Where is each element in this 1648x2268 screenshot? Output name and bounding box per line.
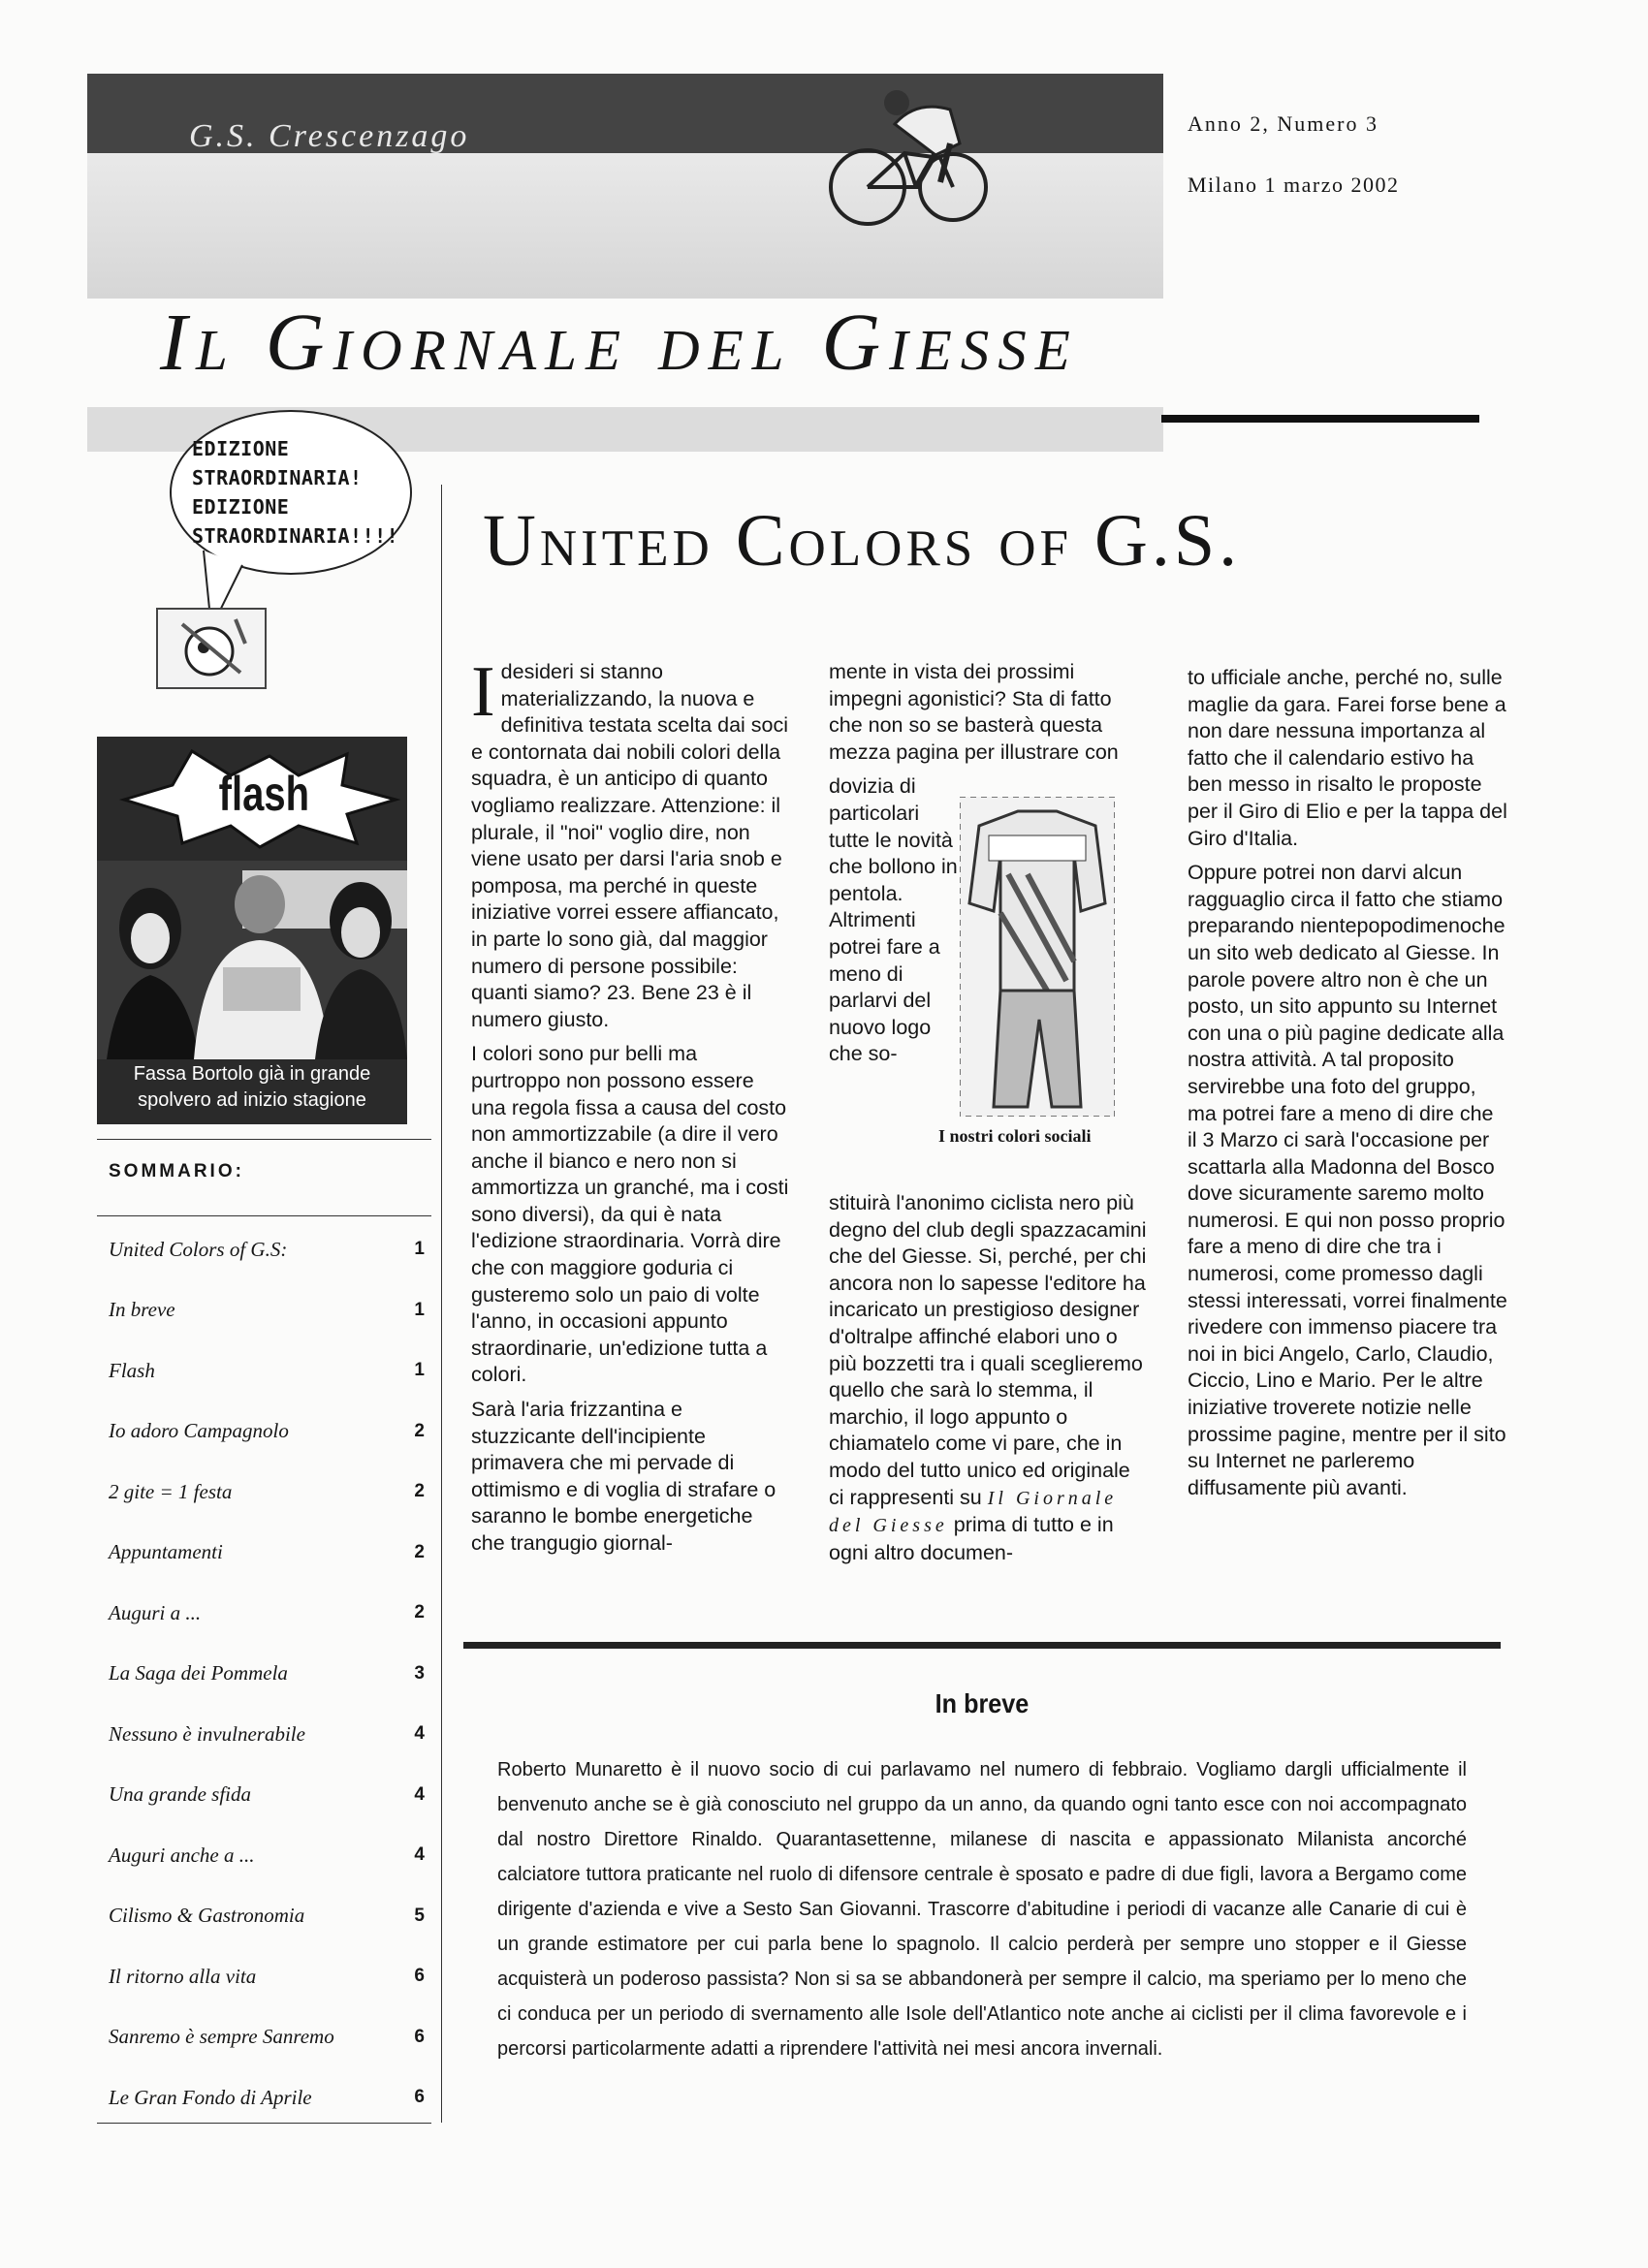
summary-item bbox=[109, 1825, 430, 1886]
cyclist-icon bbox=[819, 66, 994, 231]
summary-item bbox=[109, 1583, 430, 1644]
summary-item-title: La Saga dei Pommela bbox=[109, 1661, 288, 1685]
article-paragraph: Sarà l'aria frizzantina e stuzzicante dell'incipiente primavera che mi pervade di ottimismo e di voglia di strafare o saranno le bombe energetiche che trangugio giornal- bbox=[471, 1398, 776, 1555]
summary-item bbox=[109, 1886, 430, 1947]
summary-item-page: 3 bbox=[414, 1662, 425, 1684]
article-paragraph-narrow: dovizia di particolari tutte le novità che bollono in pentola. Altrimenti potrei fare a meno di parlarvi del nuovo logo che so- bbox=[829, 774, 958, 1066]
summary-rule bbox=[97, 1139, 431, 1140]
article-paragraph: Oppure potrei non darvi alcun ragguaglio circa il fatto che stiamo preparando nientepopodimenoche un sito web dedicato al Giesse. In parole povere altro non è che un posto, un sito appunto su Internet con una o più pagine dedicate alla nostra attività. A tal proposito servirebbe una foto del gruppo, ma potrei fare a meno di dire che il 3 Marzo ci sarà l'occasione per scattarla alla Madonna del Bosco dove sicuramente saremo molto numerosi. E qui non posso proprio fare a meno di dire che tra i numerosi, come promesso dagli stessi interessati, vorrei finalmente rivedere con immenso piacere tra noi in bici Angelo, Carlo, Claudio, Ciccio, Lino e Mario. Per le altre iniziative troverete notizie nelle prossime pagine, mentre per il sito su Internet ne parleremo diffusamente più avanti. bbox=[1188, 861, 1507, 1499]
summary-item-page: 4 bbox=[414, 1723, 425, 1745]
drop-cap: I bbox=[471, 652, 495, 732]
article-column-3 bbox=[1188, 665, 1507, 1509]
bubble-line: EDIZIONE bbox=[192, 437, 290, 460]
summary-item-title: Auguri anche a ... bbox=[109, 1843, 255, 1867]
article-paragraph: to ufficiale anche, perché no, sulle maglie da gara. Farei forse bene a non dare nessuna importanza al fatto che il calendario estivo ha ben messo in risalto le proposte per il Giro di Elio e per la tappa del Giro d'Italia. bbox=[1188, 666, 1507, 850]
summary-item-page: 1 bbox=[414, 1299, 425, 1320]
summary-item-title: 2 gite = 1 festa bbox=[109, 1479, 233, 1503]
summary-item-title: Le Gran Fondo di Aprile bbox=[109, 2085, 312, 2109]
summary-list bbox=[109, 1219, 430, 2128]
summary-item-page: 5 bbox=[414, 1905, 425, 1926]
article-paragraph bbox=[471, 652, 791, 1033]
summary-item bbox=[109, 1462, 430, 1523]
summary-title: SOMMARIO: bbox=[109, 1161, 244, 1181]
summary-item-title: In breve bbox=[109, 1298, 175, 1322]
summary-item-page: 2 bbox=[414, 1420, 425, 1441]
summary-item bbox=[109, 1219, 430, 1280]
summary-item-page: 6 bbox=[414, 2087, 425, 2108]
article-column-2-continued bbox=[829, 1190, 1149, 1574]
summary-item-title: Una grande sfida bbox=[109, 1782, 251, 1807]
summary-item bbox=[109, 2067, 430, 2128]
paragraph-text: desideri si stanno materializzando, la nuova e definitiva testata scelta dai soci e contornata dai nobili colori della squadra, è un anticipo di quanto vogliamo realizzare. Attenzione: il plurale, il "noi" voglio dire, non viene usato per darsi l'aria snob e pomposa, ma perché in queste iniziative vorrei essere affiancato, in parte lo sono già, dal maggior numero di persone possibile: quanti siamo? 23. Bene 23 è il numero giusto. bbox=[471, 660, 789, 1031]
summary-item-title: Cilismo & Gastronomia bbox=[109, 1904, 305, 1928]
summary-rule bbox=[97, 1215, 431, 1216]
flash-photo bbox=[97, 861, 407, 1059]
summary-item-title: Il ritorno alla vita bbox=[109, 1964, 257, 1988]
summary-item bbox=[109, 2007, 430, 2068]
bubble-line: EDIZIONE bbox=[192, 495, 290, 519]
club-name: G.S. Crescenzago bbox=[189, 118, 470, 154]
jersey-photo bbox=[960, 797, 1115, 1117]
summary-item bbox=[109, 1280, 430, 1341]
summary-item-page: 2 bbox=[414, 1602, 425, 1623]
summary-item-page: 1 bbox=[414, 1239, 425, 1260]
summary-item-page: 4 bbox=[414, 1844, 425, 1866]
flash-caption: Fassa Bortolo già in grande spolvero ad inizio stagione bbox=[133, 1063, 371, 1111]
bubble-line: STRAORDINARIA! bbox=[192, 466, 363, 489]
title-rule bbox=[1161, 415, 1479, 423]
summary-item bbox=[109, 1704, 430, 1765]
summary-item-title: Flash bbox=[109, 1358, 155, 1382]
summary-item-page: 6 bbox=[414, 2026, 425, 2047]
mascot-icon bbox=[153, 605, 269, 692]
bubble-line: STRAORDINARIA!!!! bbox=[192, 524, 399, 548]
summary-item-title: Nessuno è invulnerabile bbox=[109, 1721, 305, 1746]
summary-item-page: 2 bbox=[414, 1481, 425, 1502]
summary-item bbox=[109, 1402, 430, 1463]
article-column-1 bbox=[471, 652, 791, 1565]
newspaper-title: Il Giornale del Giesse bbox=[160, 298, 1079, 388]
summary-item-page: 1 bbox=[414, 1360, 425, 1381]
paragraph-text: prima di tutto e in ogni altro documen- bbox=[829, 1513, 1114, 1564]
newspaper-title-reference: Il Giornale del Giesse bbox=[829, 1487, 1118, 1537]
summary-item-title: United Colors of G.S: bbox=[109, 1237, 288, 1261]
sidebar-divider bbox=[441, 485, 442, 2123]
summary-rule bbox=[97, 2123, 431, 2124]
summary-item-page: 6 bbox=[414, 1966, 425, 1987]
bubble-text bbox=[192, 434, 398, 551]
summary-item-title: Io adoro Campagnolo bbox=[109, 1419, 289, 1443]
summary-item bbox=[109, 1644, 430, 1705]
masthead-background bbox=[87, 153, 1163, 299]
summary-item bbox=[109, 1523, 430, 1584]
photo-caption: I nostri colori sociali bbox=[938, 1126, 1092, 1146]
summary-item-page: 2 bbox=[414, 1541, 425, 1562]
summary-item-page: 4 bbox=[414, 1783, 425, 1805]
section-title: In breve bbox=[935, 1688, 1030, 1718]
summary-item-title: Appuntamenti bbox=[109, 1540, 223, 1564]
section-text: Roberto Munaretto è il nuovo socio di cui parlavamo nel numero di febbraio. Vogliamo dargli ufficialmente il benvenuto anche se è già conosciuto nel gruppo da un anno, da quando ogni tanto esce con noi accompagnato dal nostro Direttore Rinaldo. Quarantasettenne, milanese di nascita e appassionato Milanista ancorché calciatore tuttora praticante nel ruolo di difensore centrale è sposato e padre di due figli, lavora a Bergamo come dirigente d'azienda e vive a Sesto San Giovanni. Trascorre d'abitudine i periodi di vacanze alle Canarie di cui è un grande estimatore per cui parla bene lo spagnolo. Il calcio perderà per sempre uno stopper e il Giesse acquisterà un poderoso passista? Non si sa se abbandonerà per sempre il calcio, ma speriamo per lo meno che ci conduca per un periodo di svernamento alle Isole dell'Atlantico note anche ai ciclisti per il clima favorevole e i percorsi particolarmente adatti a riprendere l'attività nei mesi ancora invernali. bbox=[497, 1759, 1467, 2060]
summary-item-title: Auguri a ... bbox=[109, 1600, 202, 1624]
issue-number: Anno 2, Numero 3 bbox=[1188, 111, 1379, 136]
summary-item bbox=[109, 1340, 430, 1402]
summary-item-title: Sanremo è sempre Sanremo bbox=[109, 2025, 334, 2049]
article-paragraph: I colori sono pur belli ma purtroppo non possono essere una regola fissa a causa del costo non ammortizzabile (a dire il vero anche il bianco e nero non si ammortizza un granché, ma i costi sono diversi), da qui è nata l'edizione straordinaria. Vorrà dire che con maggiore goduria ci gusteremo solo un paio di volte l'anno, in occasioni appunto straordinarie, un'edizione tutta a colori. bbox=[471, 1042, 789, 1387]
article-paragraph bbox=[829, 1190, 1149, 1566]
section-rule bbox=[463, 1642, 1501, 1649]
paragraph-text: stituirà l'anonimo ciclista nero più degno del club degli spazzacamini che del Giesse. Si, perché, per chi ancora non lo sapesse l'editore ha incaricato un prestigioso designer d'oltralpe affinché elabori uno o più bozzetti tra i quali sceglieremo quello che sarà lo stemma, il marchio, il logo appunto o chiamatelo come vi pare, che in modo del tutto unico ed originale ci rappresenti su bbox=[829, 1191, 1147, 1509]
issue-date: Milano 1 marzo 2002 bbox=[1188, 173, 1400, 197]
summary-item bbox=[109, 1946, 430, 2007]
article-paragraph: mente in vista dei prossimi impegni agonistici? Sta di fatto che non so se basterà questa mezza pagina per illustrare con bbox=[829, 660, 1119, 764]
flash-label: flash bbox=[218, 767, 310, 821]
summary-item bbox=[109, 1765, 430, 1826]
article-title: United Colors of G.S. bbox=[483, 500, 1242, 582]
